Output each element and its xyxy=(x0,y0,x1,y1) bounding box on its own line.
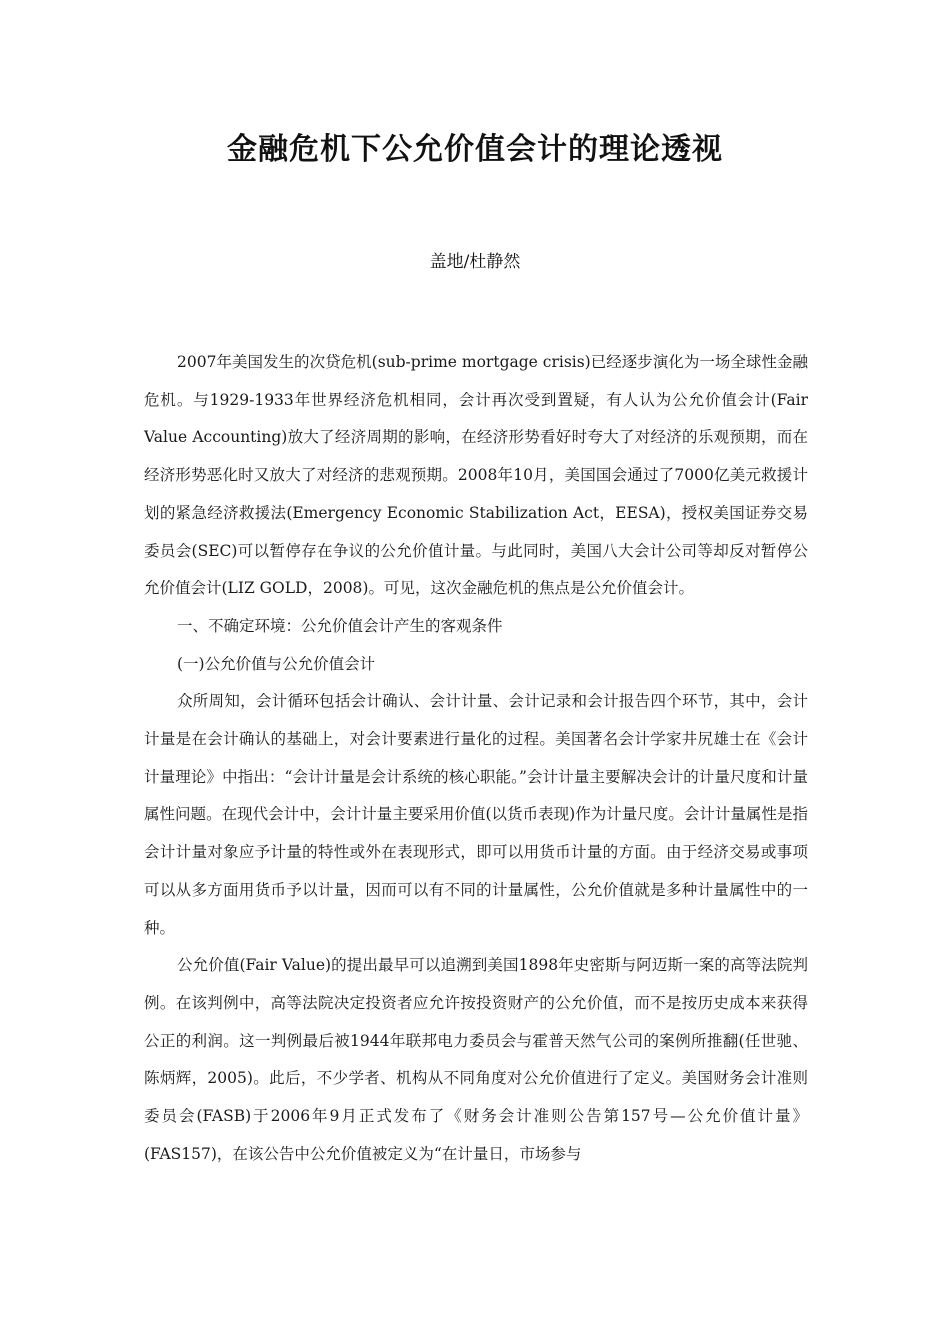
paragraph-fair-value-history: 公允价值(Fair Value)的提出最早可以追溯到美国1898年史密斯与阿迈斯一案的高等法院判例。在该判例中，高等法院决定投资者应允许按投资财产的公允价值，而不是按历史成本来获得公正的利润。这一判例最后被1944年联邦电力委员会与霍普天然气公司的案例所推翻(任世驰、陈炳辉，2005)。此后，不少学者、机构从不同角度对公允价值进行了定义。美国财务会计准则委员会(FASB)于2006年9月正式发布了《财务会计准则公告第157号—公允价值计量》(FAS157)，在该公告中公允价值被定义为“在计量日，市场参与 xyxy=(144,956,808,1163)
paragraph-intro: 2007年美国发生的次贷危机(sub-prime mortgage crisis)已经逐步演化为一场全球性金融危机。与1929-1933年世界经济危机相同，会计再次受到置疑，有人认为公允价值会计(Fair Value Accounting)放大了经济周期的影响，在经济形势看好时夸大了对经济的乐观预期，而在经济形势恶化时又放大了对经济的悲观预期。2008年10月，美国国会通过了7000亿美元救援计划的紧急经济救援法(Emergency Economic Stabilization Act，EESA)，授权美国证券交易委员会(SEC)可以暂停存在争议的公允价值计量。与此同时，美国八大会计公司等却反对暂停公允价值会计(LIZ GOLD，2008)。可见，这次金融危机的焦点是公允价值会计。 xyxy=(144,353,808,598)
document-title: 金融危机下公允价值会计的理论透视 xyxy=(227,132,723,167)
paragraph-measurement: 众所周知，会计循环包括会计确认、会计计量、会计记录和会计报告四个环节，其中，会计计量是在会计确认的基础上，对会计要素进行量化的过程。美国著名会计学家井尻雄士在《会计计量理论》中指出：“会计计量是会计系统的核心职能。”会计计量主要解决会计的计量尺度和计量属性问题。在现代会计中，会计计量主要采用价值(以货币表现)作为计量尺度。会计计量属性是指会计计量对象应予计量的特性或外在表现形式，即可以用货币计量的方面。由于经济交易或事项可以从多方面用货币予以计量，因而可以有不同的计量属性，公允价值就是多种计量属性中的一种。 xyxy=(144,692,808,937)
document-body xyxy=(144,344,808,1173)
document-authors: 盖地/杜静然 xyxy=(429,252,521,272)
section-heading: 一、不确定环境：公允价值会计产生的客观条件 xyxy=(177,616,503,635)
subsection-heading: (一)公允价值与公允价值会计 xyxy=(177,654,376,673)
